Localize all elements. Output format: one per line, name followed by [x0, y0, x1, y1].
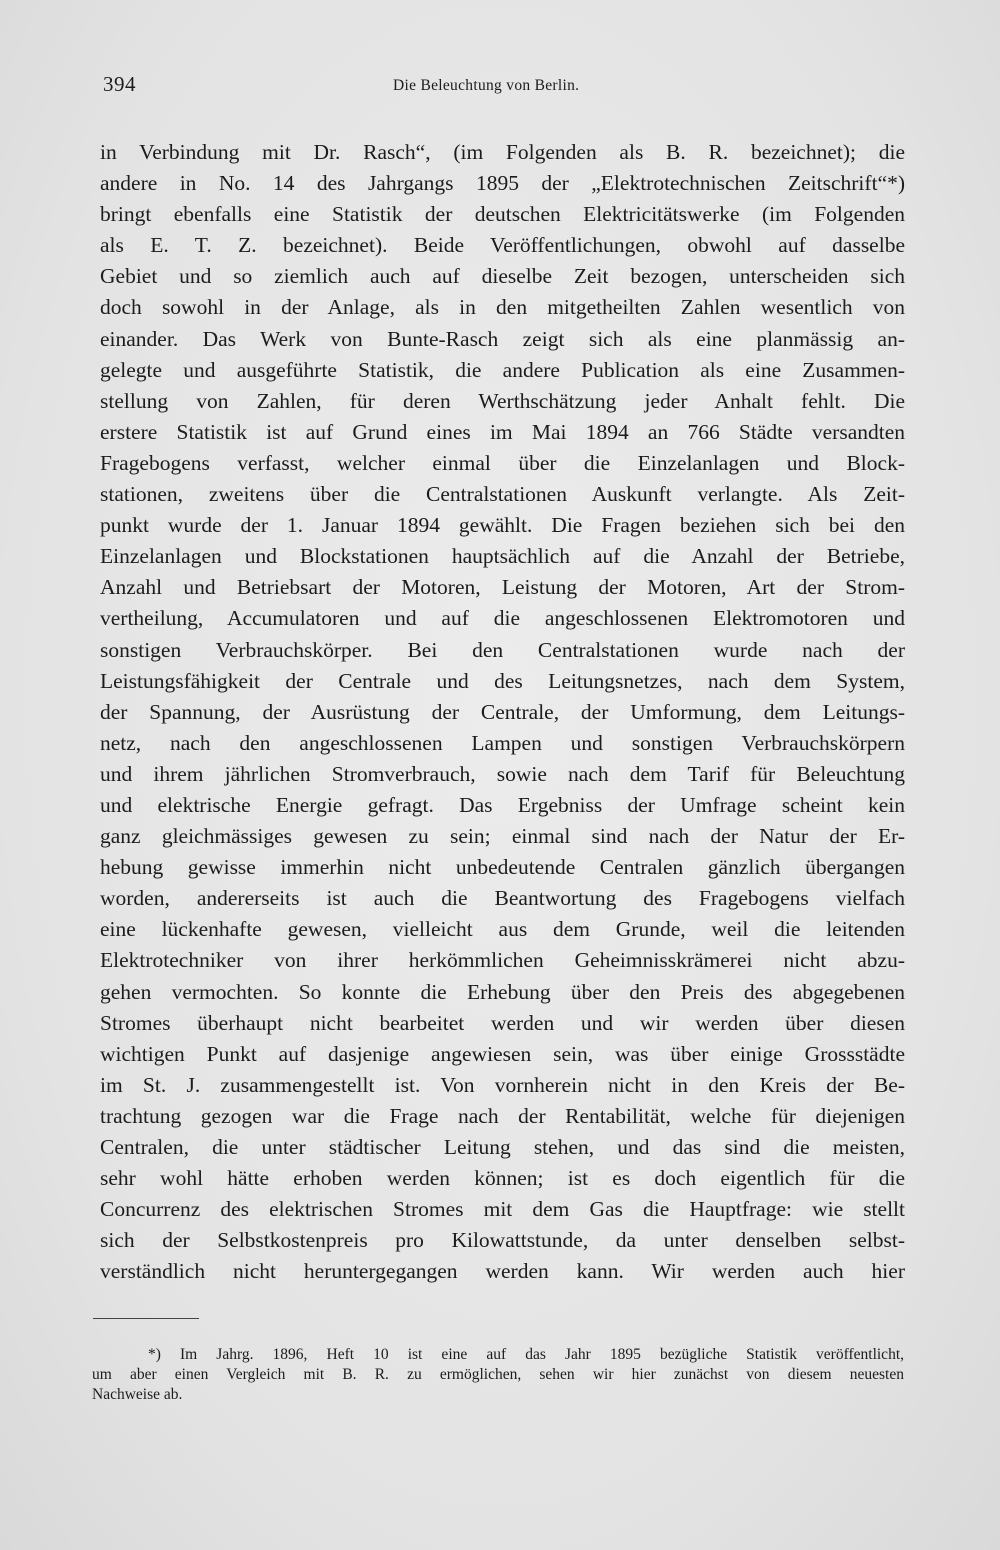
text-line: ganz gleichmässiges gewesen zu sein; einmal sind nach der Natur der Er- [100, 824, 905, 849]
text-line: andere in No. 14 des Jahrgangs 1895 der „Elektrotechnischen Zeitschrift“*) [100, 171, 905, 196]
page-header [103, 72, 903, 102]
text-line: doch sowohl in der Anlage, als in den mitgetheilten Zahlen wesentlich von [100, 295, 905, 320]
text-line: punkt wurde der 1. Januar 1894 gewählt. Die Fragen beziehen sich bei den [100, 513, 905, 538]
text-line: stellung von Zahlen, für deren Werthschätzung jeder Anhalt fehlt. Die [100, 388, 905, 413]
text-line: trachtung gezogen war die Frage nach der Rentabilität, welche für diejenigen [100, 1103, 905, 1128]
text-line: Elektrotechniker von ihrer herkömmlichen Geheimnisskrämerei nicht abzu- [100, 948, 905, 973]
text-line: vertheilung, Accumulatoren und auf die angeschlossenen Elektromotoren und [100, 606, 905, 631]
text-line: erstere Statistik ist auf Grund eines im Mai 1894 an 766 Städte versandten [100, 419, 905, 444]
text-line: Stromes überhaupt nicht bearbeitet werden und wir werden über diesen [100, 1010, 905, 1035]
footnote-divider [93, 1318, 199, 1319]
text-line: stationen, zweitens über die Centralstationen Auskunft verlangte. Als Zeit- [100, 482, 905, 507]
body-text [100, 137, 905, 1287]
text-line: im St. J. zusammengestellt ist. Von vornherein nicht in den Kreis der Be- [100, 1072, 905, 1097]
text-line: sonstigen Verbrauchskörper. Bei den Centralstationen wurde nach der [100, 637, 905, 662]
text-line: der Spannung, der Ausrüstung der Centrale, der Umformung, dem Leitungs- [100, 699, 905, 724]
text-line: Leistungsfähigkeit der Centrale und des Leitungsnetzes, nach dem System, [100, 668, 905, 693]
text-line: in Verbindung mit Dr. Rasch“, (im Folgenden als B. R. bezeichnet); die [100, 140, 905, 164]
text-line: netz, nach den angeschlossenen Lampen und sonstigen Verbrauchskörpern [100, 730, 905, 755]
text-line: Centralen, die unter städtischer Leitung stehen, und das sind die meisten, [100, 1135, 905, 1159]
text-line: wichtigen Punkt auf dasjenige angewiesen sein, was über einige Grossstädte [100, 1041, 905, 1066]
footnote-line: um aber einen Vergleich mit B. R. zu ermöglichen, sehen wir hier zunächst von diesem neuesten [92, 1366, 904, 1383]
page-number: 394 [103, 72, 136, 96]
text-line: worden, andererseits ist auch die Beantwortung des Fragebogens vielfach [100, 886, 905, 911]
text-line: Einzelanlagen und Blockstationen hauptsächlich auf die Anzahl der Betriebe, [100, 544, 905, 569]
text-line: Gebiet und so ziemlich auch auf dieselbe Zeit bezogen, unterscheiden sich [100, 264, 905, 289]
text-line: gelegte und ausgeführte Statistik, die andere Publication als eine Zusammen- [100, 357, 905, 382]
running-title: Die Beleuchtung von Berlin. [393, 77, 580, 94]
text-line: und ihrem jährlichen Stromverbrauch, sowie nach dem Tarif für Beleuchtung [100, 761, 905, 786]
footnote-line: Nachweise ab. [92, 1386, 183, 1403]
text-line: und elektrische Energie gefragt. Das Ergebniss der Umfrage scheint kein [100, 792, 905, 817]
text-line: verständlich nicht heruntergegangen werden kann. Wir werden auch hier [100, 1259, 905, 1284]
footnote-line: *) Im Jahrg. 1896, Heft 10 ist eine auf das Jahr 1895 bezügliche Statistik veröffentlicht, [148, 1346, 904, 1363]
text-line: sehr wohl hätte erhoben werden können; ist es doch eigentlich für die [100, 1166, 905, 1191]
text-line: bringt ebenfalls eine Statistik der deutschen Elektricitätswerke (im Folgenden [100, 202, 905, 227]
text-line: hebung gewisse immerhin nicht unbedeutende Centralen gänzlich übergangen [100, 855, 905, 880]
text-line: Anzahl und Betriebsart der Motoren, Leistung der Motoren, Art der Strom- [100, 575, 905, 600]
text-line: Concurrenz des elektrischen Stromes mit dem Gas die Hauptfrage: wie stellt [100, 1197, 905, 1222]
footnote [92, 1345, 904, 1405]
text-line: einander. Das Werk von Bunte-Rasch zeigt sich als eine planmässig an- [100, 326, 905, 351]
text-line: eine lückenhafte gewesen, vielleicht aus dem Grunde, weil die leitenden [100, 917, 905, 942]
text-line: Fragebogens verfasst, welcher einmal über die Einzelanlagen und Block- [100, 450, 905, 475]
text-line: gehen vermochten. So konnte die Erhebung über den Preis des abgegebenen [100, 979, 905, 1004]
text-line: als E. T. Z. bezeichnet). Beide Veröffentlichungen, obwohl auf dasselbe [100, 233, 905, 258]
text-line: sich der Selbstkostenpreis pro Kilowattstunde, da unter denselben selbst- [100, 1228, 905, 1253]
